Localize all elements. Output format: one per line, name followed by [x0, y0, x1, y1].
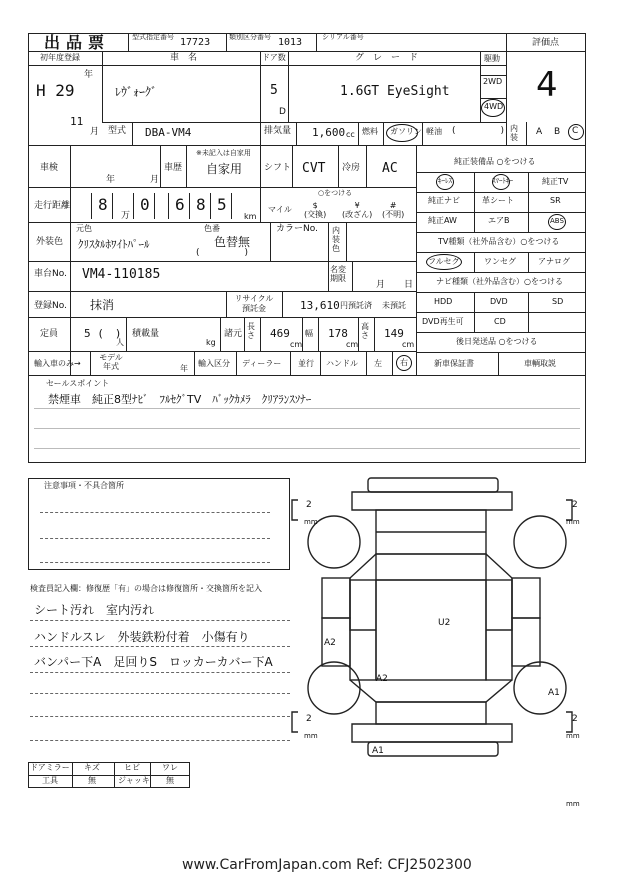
cooler-type: AC	[382, 161, 398, 176]
length: 469	[270, 327, 290, 340]
displacement: 1,600	[312, 126, 346, 139]
score-value: 4	[536, 65, 558, 105]
mark-left-a2: A2	[324, 638, 336, 648]
tire-rear-right-depth: 2	[572, 714, 578, 724]
model-designation-number: 17723	[180, 37, 211, 48]
mileage-digit-3: 6	[175, 195, 185, 214]
height: 149	[384, 327, 404, 340]
capacity: 5 ( )	[84, 327, 122, 340]
category-number: 1013	[278, 37, 303, 48]
model-type: DBA-VM4	[145, 126, 192, 139]
mileage-digit-5: 5	[217, 195, 227, 214]
caution-box	[28, 478, 290, 570]
recycle-deposit: 13,610	[300, 299, 340, 312]
usage-type: 自家用	[206, 162, 243, 176]
tire-front-left-depth: 2	[306, 500, 312, 510]
footer-watermark: www.CarFromJapan.com Ref: CFJ2502300	[182, 857, 472, 873]
sheet-title: 出品票	[44, 33, 111, 52]
first-reg-year: H 29	[36, 81, 75, 100]
grade-value: 1.6GT EyeSight	[340, 84, 450, 99]
width: 178	[328, 327, 348, 340]
inspector-line-1: シート汚れ 室内汚れ	[34, 603, 155, 617]
mileage-digit-4: 8	[196, 195, 206, 214]
mark-roof-u2: U2	[438, 618, 451, 628]
registration-number: 抹消	[90, 298, 115, 312]
tire-rear-left-depth: 2	[306, 714, 312, 724]
mark-rocker-a2: A2	[376, 674, 388, 684]
inspector-line-2: ハンドルスレ 外装鉄粉付着 小傷有り	[34, 630, 250, 644]
inspector-note-label: 検査員記入欄：修復歴「有」の場合は修復箇所・交換箇所を記入	[30, 584, 262, 593]
fuel-gasoline: ガソリン	[390, 127, 422, 136]
mark-rear-tire-a1: A1	[548, 688, 560, 698]
door-count: 5	[270, 83, 278, 98]
exterior-color: ｸﾘｽﾀﾙﾎﾜｲﾄﾊﾟｰﾙ	[78, 238, 150, 251]
first-reg-month: 11	[70, 115, 84, 128]
inspector-line-3: バンパー下A 足回りS ロッカーカバー下A	[34, 655, 273, 669]
mileage-digit-1: 8	[98, 195, 108, 214]
vehicle-name: ﾚｳﾞｫｰｸﾞ	[115, 85, 158, 99]
chassis-number: VM4-110185	[82, 267, 161, 282]
shift-type: CVT	[302, 161, 326, 176]
mileage-digit-2: 0	[140, 195, 150, 214]
mark-bumper-a1: A1	[372, 746, 384, 756]
sales-point-text: 禁煙車 純正8型ﾅﾋﾞ ﾌﾙｾｸﾞTV ﾊﾞｯｸｶﾒﾗ ｸﾘｱﾗﾝｽｿﾅｰ	[48, 393, 312, 406]
tire-front-right-depth: 2	[572, 500, 578, 510]
color-change: 色替無	[214, 235, 251, 249]
